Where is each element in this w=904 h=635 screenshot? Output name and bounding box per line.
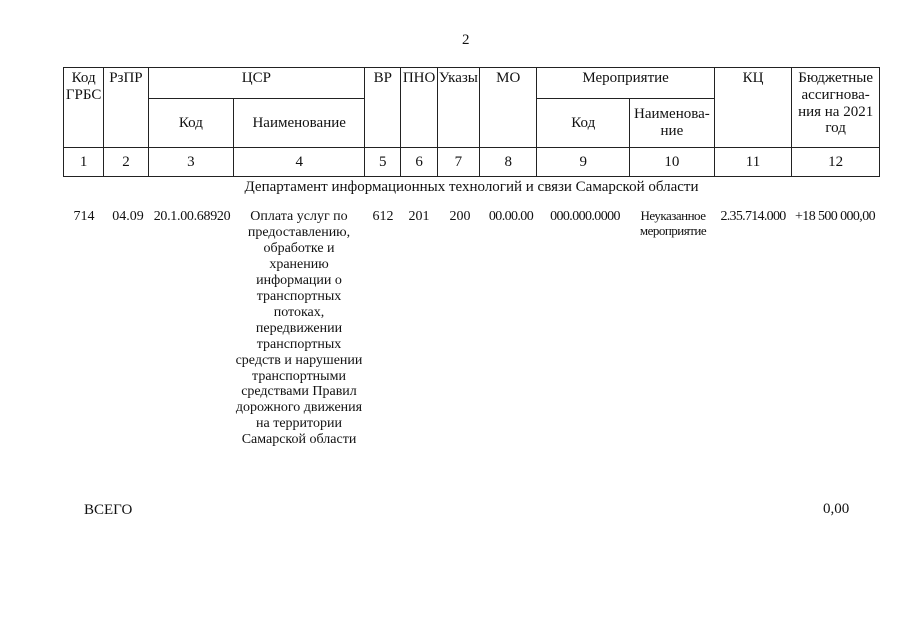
column-number-8: 8 — [480, 148, 537, 177]
header-rzpr: РзПР — [104, 68, 148, 148]
total-value: 0,00 — [823, 501, 850, 517]
header-mer-name: Наименова-ние — [630, 99, 715, 148]
header-vr: ВР — [365, 68, 401, 148]
cell-mer-name: Неуказанное мероприятие — [639, 208, 707, 238]
column-number-7: 7 — [437, 148, 479, 177]
column-number-2: 2 — [104, 148, 148, 177]
cell-ukazy: 200 — [449, 209, 471, 224]
column-number-3: 3 — [148, 148, 234, 177]
header-mo: МО — [480, 68, 537, 148]
header-table — [63, 67, 880, 177]
cell-pno: 201 — [408, 209, 430, 224]
header-budget: Бюджетные ассигнова-ния на 2021 год — [792, 68, 880, 148]
column-number-1: 1 — [64, 148, 104, 177]
page-number: 2 — [462, 32, 470, 48]
column-number-4: 4 — [234, 148, 365, 177]
cell-csr-name: Оплата услуг по предоставлению, обработке и хранению информации о транспортных потоках, передвижении транспортных средств и нарушении транспортными средствами Правил дорожного движения на территории Самарской области — [235, 209, 363, 448]
column-number-10: 10 — [630, 148, 715, 177]
total-label: ВСЕГО — [84, 502, 133, 518]
header-kc: КЦ — [714, 68, 792, 148]
column-number-5: 5 — [365, 148, 401, 177]
header-csr-name: Наименование — [234, 99, 365, 148]
cell-amount: +18 500 000,00 — [795, 209, 875, 224]
cell-csr-kod: 20.1.00.68920 — [153, 209, 231, 224]
header-mer-kod: Код — [537, 99, 630, 148]
column-number-9: 9 — [537, 148, 630, 177]
header-csr-kod: Код — [148, 99, 234, 148]
cell-kc: 2.35.714.000 — [720, 209, 786, 224]
column-number-11: 11 — [714, 148, 792, 177]
header-pno: ПНО — [401, 68, 437, 148]
column-number-6: 6 — [401, 148, 437, 177]
cell-mo: 00.00.00 — [488, 209, 534, 224]
header-ukazy: Указы — [437, 68, 479, 148]
header-meropriyatie: Мероприятие — [537, 68, 714, 99]
cell-kod-grbs: 714 — [73, 209, 95, 224]
header-csr: ЦСР — [148, 68, 365, 99]
cell-vr: 612 — [372, 209, 394, 224]
cell-rzpr: 04.09 — [112, 209, 144, 224]
cell-mer-kod: 000.000.0000 — [550, 209, 620, 224]
column-number-12: 12 — [792, 148, 880, 177]
header-kod-grbs: Код ГРБС — [64, 68, 104, 148]
department-heading: Департамент информационных технологий и связи Самарской области — [244, 179, 699, 195]
